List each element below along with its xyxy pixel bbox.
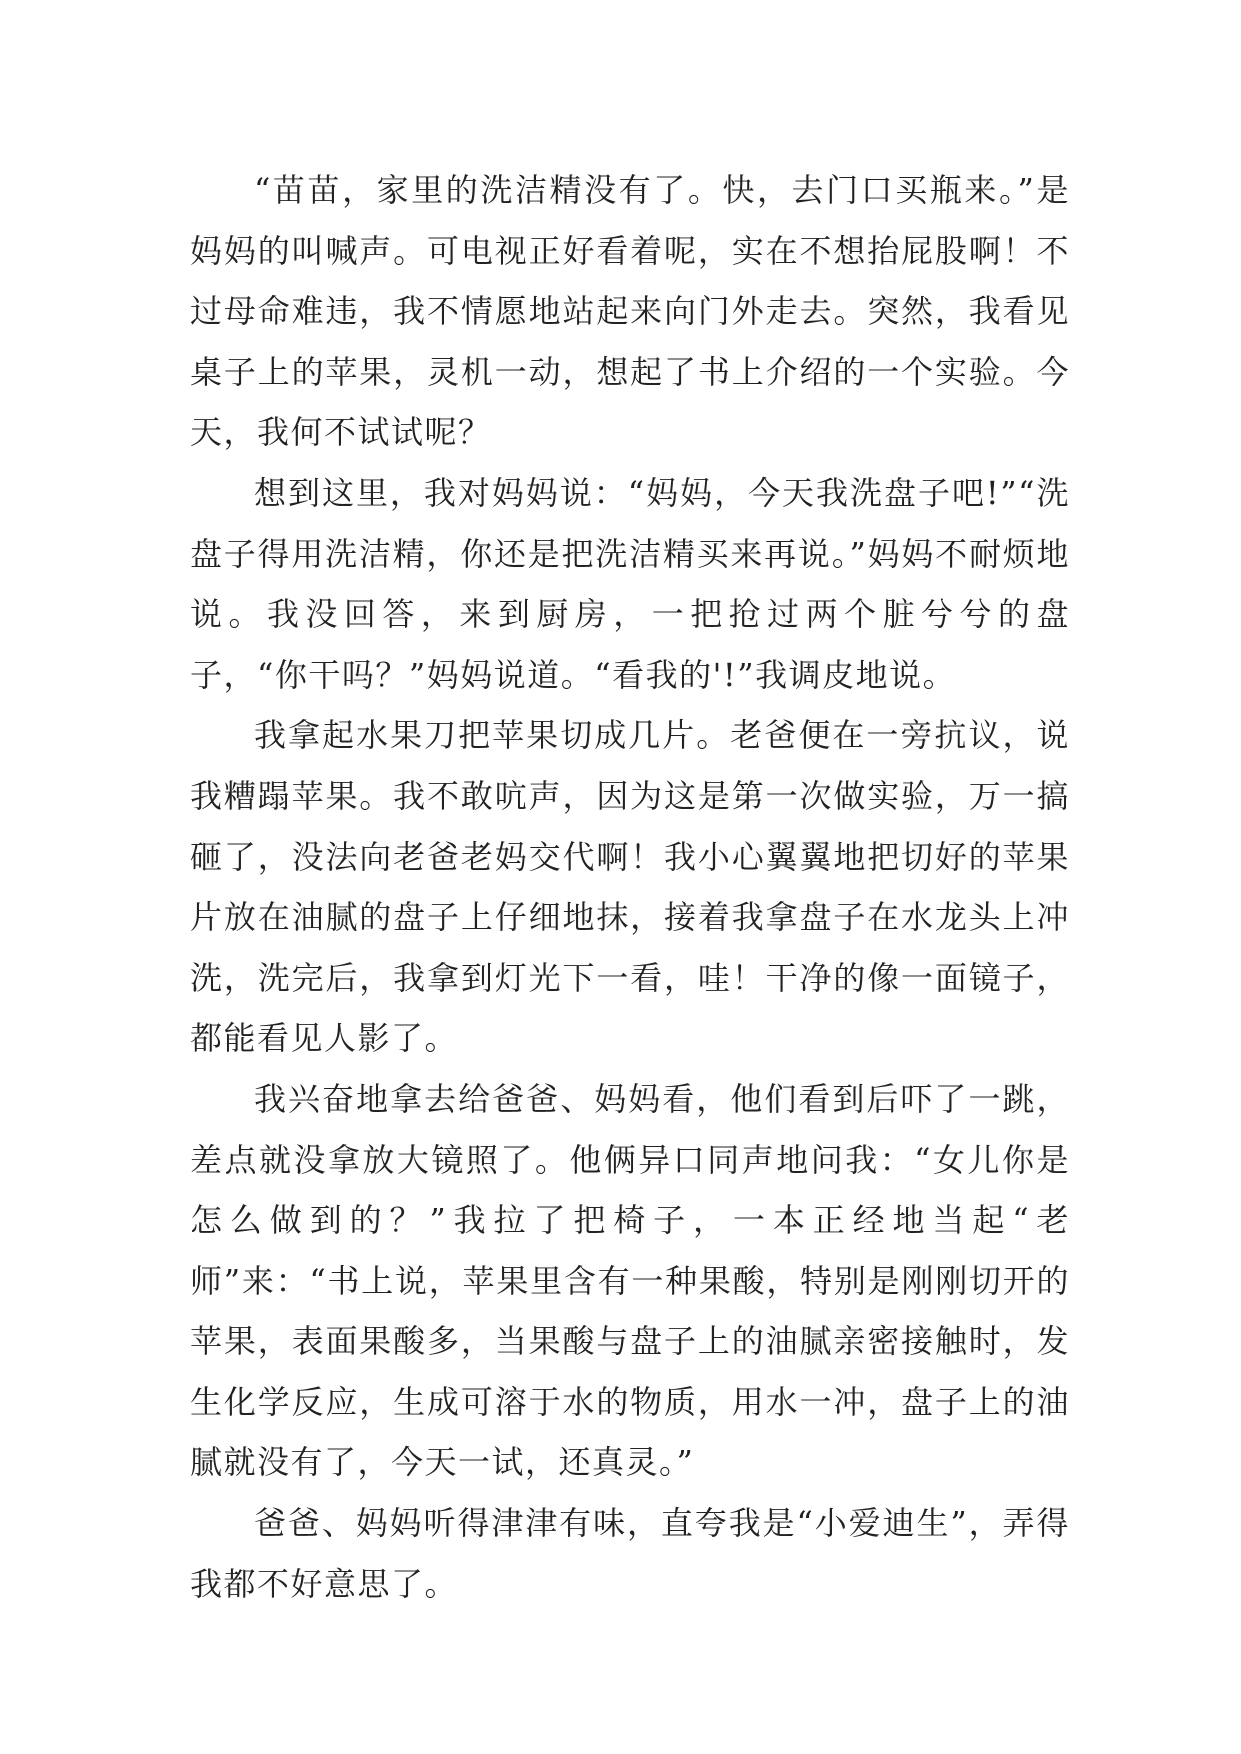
document-body (190, 160, 1070, 1614)
paragraph-2: 想到这里，我对妈妈说：“妈妈，今天我洗盘子吧!”“洗盘子得用洗洁精，你还是把洗洁精买来再说。”妈妈不耐烦地说。我没回答，来到厨房，一把抢过两个脏兮兮的盘子，“你干吗？”妈妈说道。“看我的'!”我调皮地说。 (190, 473, 1070, 694)
paragraph-5: 爸爸、妈妈听得津津有味，直夸我是“小爱迪生”，弄得我都不好意思了。 (190, 1504, 1070, 1603)
paragraph-1: “苗苗，家里的洗洁精没有了。快，去门口买瓶来。”是妈妈的叫喊声。可电视正好看着呢，实在不想抬屁股啊！不过母命难违，我不情愿地站起来向门外走去。突然，我看见桌子上的苹果，灵机一动，想起了书上介绍的一个实验。今天，我何不试试呢？ (190, 171, 1070, 452)
paragraph-4: 我兴奋地拿去给爸爸、妈妈看，他们看到后吓了一跳，差点就没拿放大镜照了。他俩异口同声地问我：“女儿你是怎么做到的？”我拉了把椅子，一本正经地当起“老师”来：“书上说，苹果里含有一种果酸，特别是刚刚切开的苹果，表面果酸多，当果酸与盘子上的油腻亲密接触时，发生化学反应，生成可溶于水的物质，用水一冲，盘子上的油腻就没有了，今天一试，还真灵。” (190, 1079, 1070, 1482)
paragraph-3: 我拿起水果刀把苹果切成几片。老爸便在一旁抗议，说我糟蹋苹果。我不敢吭声，因为这是第一次做实验，万一搞砸了，没法向老爸老妈交代啊！我小心翼翼地把切好的苹果片放在油腻的盘子上仔细地抹，接着我拿盘子在水龙头上冲洗，洗完后，我拿到灯光下一看，哇！干净的像一面镜子，都能看见人影了。 (190, 716, 1070, 1058)
